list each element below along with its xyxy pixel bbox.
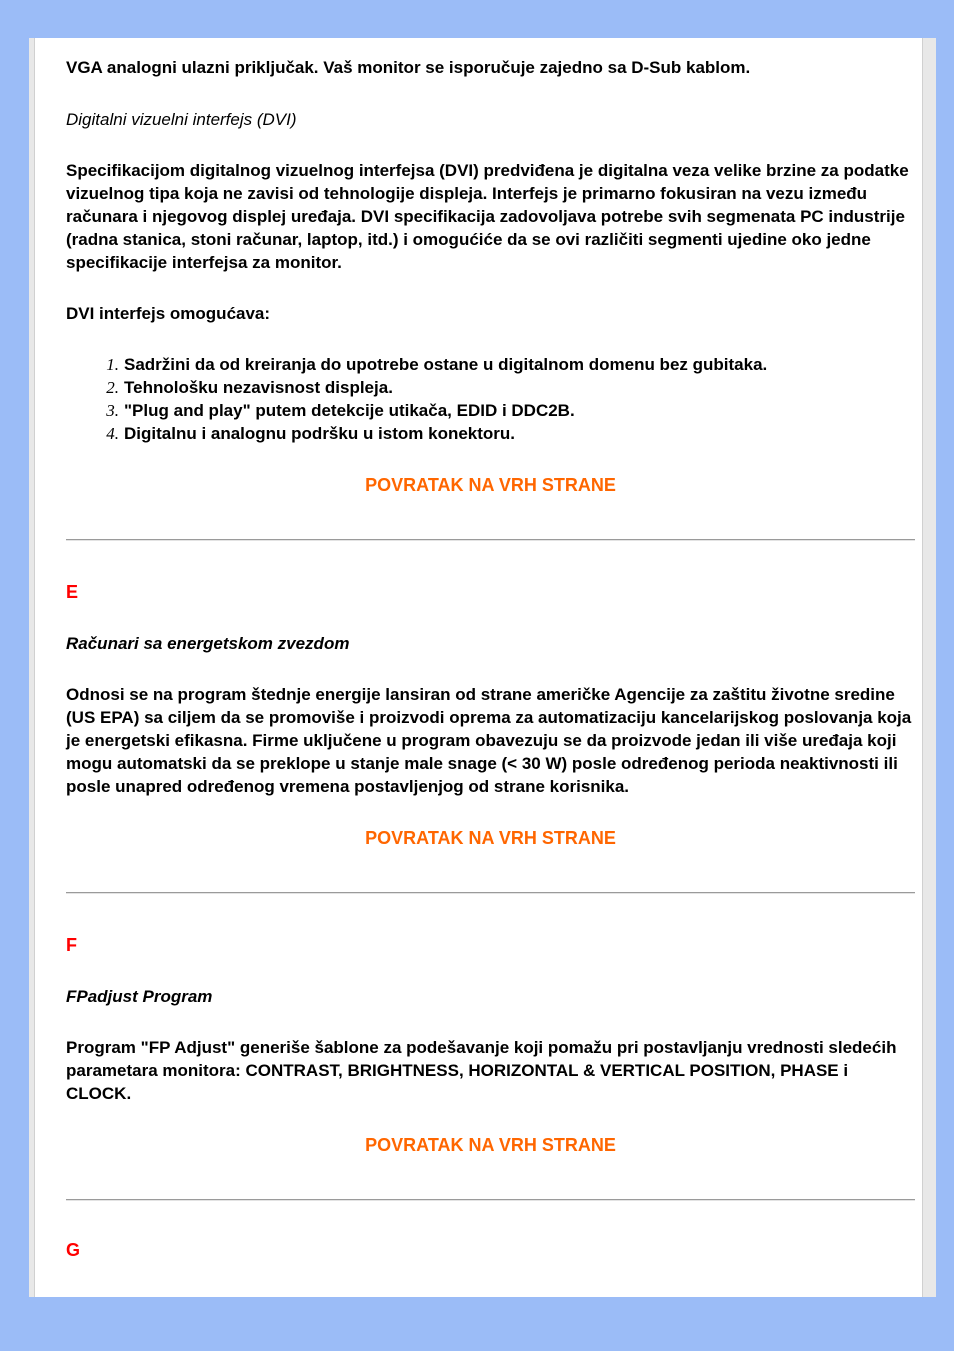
list-item: [66, 376, 915, 399]
fpadjust-heading: FPadjust Program: [66, 987, 213, 1006]
back-to-top-link-1[interactable]: POVRATAK NA VRH STRANE: [365, 475, 616, 495]
list-number: 4.: [106, 424, 119, 443]
list-item-text: Digitalnu i analognu podršku u istom konektoru.: [124, 424, 516, 443]
page-frame-right: [922, 38, 936, 1297]
list-item-text: "Plug and play" putem detekcije utikača, EDID i DDC2B.: [124, 401, 575, 420]
dvi-paragraph: Specifikacijom digitalnog vizuelnog interfejsa (DVI) predviđena je digitalna veza velike brzine za podatke vizuelnog tipa koja ne zavisi od tehnologije displeja. Interfejs je primarno fokusiran na vezu između računara i njegovog displej uređaja. DVI specifikacija zadovoljava potrebe svih segmenata PC industrije (radna stanica, stoni računar, laptop, itd.) i omogućiće da se ovi različiti segmenti ujedine oko jedne specifikacije interfejsa za monitor.: [66, 161, 909, 272]
list-number: 2.: [106, 378, 119, 397]
energy-star-paragraph: Odnosi se na program štednje energije lansiran od strane američke Agencije za zaštitu životne sredine (US EPA) sa ciljem da se promoviše i proizvodi oprema za automatizaciju kancelarijskog poslovanja koja je energetski efikasna. Firme uključene u program obavezuju se da proizvode jedan ili više uređaja koji mogu automatski da se preklope u stanje male snage (< 30 W) posle određenog perioda neaktivnosti ili posle unapred određenog vremena postavljenjog od strane korisnika.: [66, 685, 912, 796]
document-page: [35, 38, 922, 1297]
list-item-text: Tehnološku nezavisnost displeja.: [124, 378, 393, 397]
dvi-feature-list: [66, 353, 915, 445]
list-item: [66, 399, 915, 422]
dvi-heading: Digitalni vizuelni interfejs (DVI): [66, 110, 297, 129]
list-number: 1.: [106, 355, 119, 374]
energy-star-heading: Računari sa energetskom zvezdom: [66, 634, 350, 653]
section-letter-g: G: [66, 1240, 81, 1260]
dvi-enables-label: DVI interfejs omogućava:: [66, 304, 271, 323]
list-number: 3.: [106, 401, 119, 420]
document-content: [66, 56, 915, 1262]
vga-paragraph: VGA analogni ulazni priključak. Vaš monitor se isporučuje zajedno sa D-Sub kablom.: [66, 58, 751, 77]
list-item: [66, 422, 915, 445]
section-letter-e: E: [66, 582, 79, 602]
section-letter-f: F: [66, 935, 77, 955]
list-item-text: Sadržini da od kreiranja do upotrebe ostane u digitalnom domenu bez gubitaka.: [124, 355, 768, 374]
list-item: [66, 353, 915, 376]
back-to-top-link-3[interactable]: POVRATAK NA VRH STRANE: [365, 1135, 616, 1155]
back-to-top-link-2[interactable]: POVRATAK NA VRH STRANE: [365, 828, 616, 848]
fpadjust-paragraph: Program "FP Adjust" generiše šablone za podešavanje koji pomažu pri postavljanju vrednosti sledećih parametara monitora: CONTRAST, BRIGHTNESS, HORIZONTAL & VERTICAL POSITION, PHASE i CLOCK.: [66, 1038, 897, 1103]
